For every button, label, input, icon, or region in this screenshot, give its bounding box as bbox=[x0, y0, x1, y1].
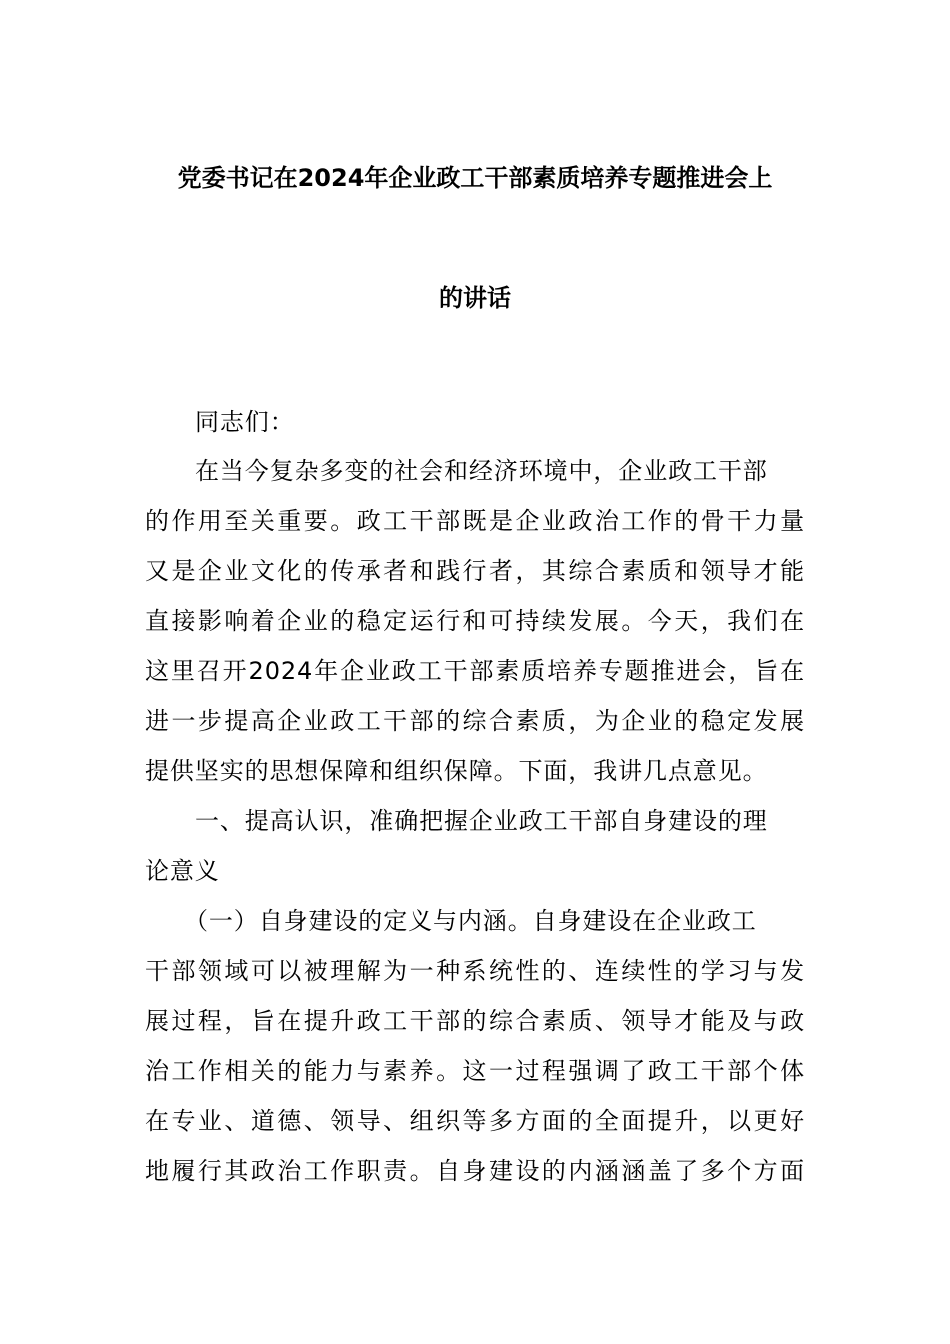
subsection-line-1: （一）自身建设的定义与内涵。自身建设在企业政工 bbox=[184, 907, 757, 935]
body-line-6: 进一步提高企业政工干部的综合素质，为企业的稳定发展 bbox=[145, 707, 805, 735]
body-line-3: 又是企业文化的传承者和践行者，其综合素质和领导才能 bbox=[145, 557, 805, 585]
salutation: 同志们： bbox=[195, 408, 295, 436]
subsection-line-2: 干部领域可以被理解为一种系统性的、连续性的学习与发 bbox=[145, 957, 805, 985]
body-line-4: 直接影响着企业的稳定运行和可持续发展。今天，我们在 bbox=[145, 607, 805, 635]
section-heading-1: 一、提高认识，准确把握企业政工干部自身建设的理 bbox=[195, 807, 768, 835]
subsection-line-3: 展过程，旨在提升政工干部的综合素质、领导才能及与政 bbox=[145, 1007, 805, 1035]
body-line-1: 在当今复杂多变的社会和经济环境中，企业政工干部 bbox=[195, 457, 768, 485]
subsection-line-4: 治工作相关的能力与素养。这一过程强调了政工干部个体 bbox=[145, 1057, 805, 1085]
body-line-7: 提供坚实的思想保障和组织保障。下面，我讲几点意见。 bbox=[145, 757, 768, 785]
subsection-line-6: 地履行其政治工作职责。自身建设的内涵涵盖了多个方面 bbox=[145, 1157, 805, 1185]
body-line-5: 这里召开2024年企业政工干部素质培养专题推进会，旨在 bbox=[145, 657, 805, 685]
document-title-line-1: 党委书记在2024年企业政工干部素质培养专题推进会上 bbox=[177, 164, 773, 192]
subsection-line-5: 在专业、道德、领导、组织等多方面的全面提升，以更好 bbox=[145, 1107, 805, 1135]
section-heading-1-cont: 论意义 bbox=[145, 857, 220, 885]
document-title-line-2: 的讲话 bbox=[439, 284, 511, 312]
body-line-2: 的作用至关重要。政工干部既是企业政治工作的骨干力量 bbox=[145, 507, 805, 535]
